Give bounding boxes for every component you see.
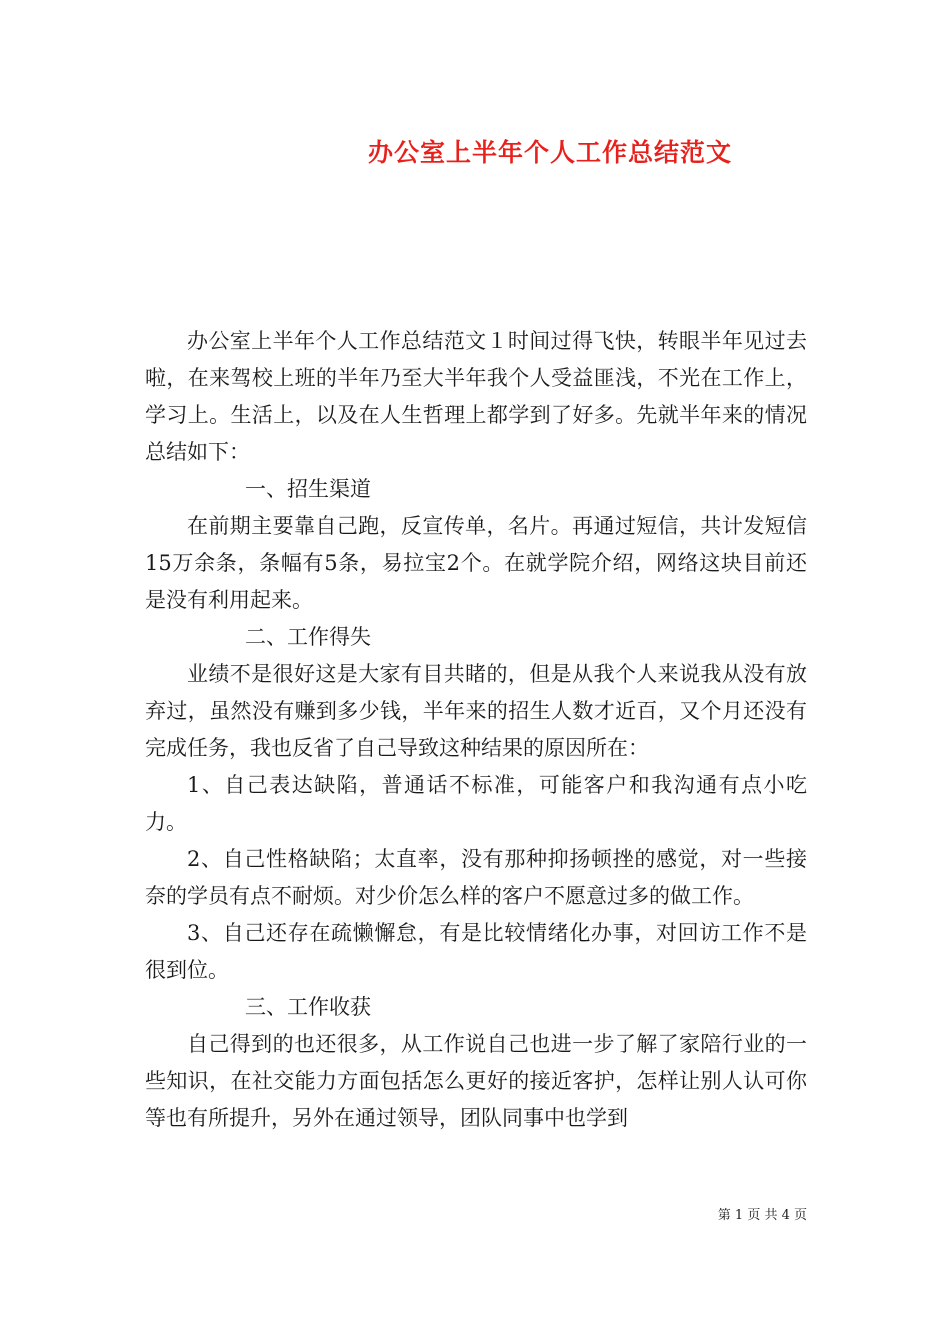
list-item-2: 2、自己性格缺陷；太直率，没有那种抑扬顿挫的感觉，对一些接奈的学员有点不耐烦。对少价怎么样的客户不愿意过多的做工作。 [145,847,807,908]
page-title: 办公室上半年个人工作总结范文 [367,138,732,167]
section-heading-recruitment: 一、招生渠道 [245,477,371,501]
list-item-3: 3、自己还存在疏懒懈怠，有是比较情绪化办事，对回访工作不是很到位。 [145,921,807,982]
document-body [145,323,807,1137]
paragraph-recruitment: 在前期主要靠自己跑，反宣传单，名片。再通过短信，共计发短信15万余条，条幅有5条，易拉宝2个。在就学院介绍，网络这块目前还是没有利用起来。 [145,514,807,612]
paragraph-performance: 业绩不是很好这是大家有目共睹的，但是从我个人来说我从没有放弃过，虽然没有赚到多少钱，半年来的招生人数才近百，又个月还没有完成任务，我也反省了自己导致这种结果的原因所在： [145,662,807,760]
paragraph-harvest: 自己得到的也还很多，从工作说自己也进一步了解了家陪行业的一些知识，在社交能力方面包括怎么更好的接近客护，怎样让别人认可你等也有所提升，另外在通过领导，团队同事中也学到 [145,1032,807,1130]
paragraph-intro: 办公室上半年个人工作总结范文１时间过得飞快，转眼半年见过去啦，在来驾校上班的半年乃至大半年我个人受益匪浅，不光在工作上，学习上。生活上，以及在人生哲理上都学到了好多。先就半年来的情况总结如下： [145,329,807,464]
page-number-footer: 第 1 页 共 4 页 [717,1208,807,1223]
list-item-1: 1、自己表达缺陷，普通话不标准，可能客户和我沟通有点小吃力。 [145,773,807,834]
section-heading-harvest: 三、工作收获 [245,995,371,1019]
section-heading-gains-losses: 二、工作得失 [245,625,371,649]
